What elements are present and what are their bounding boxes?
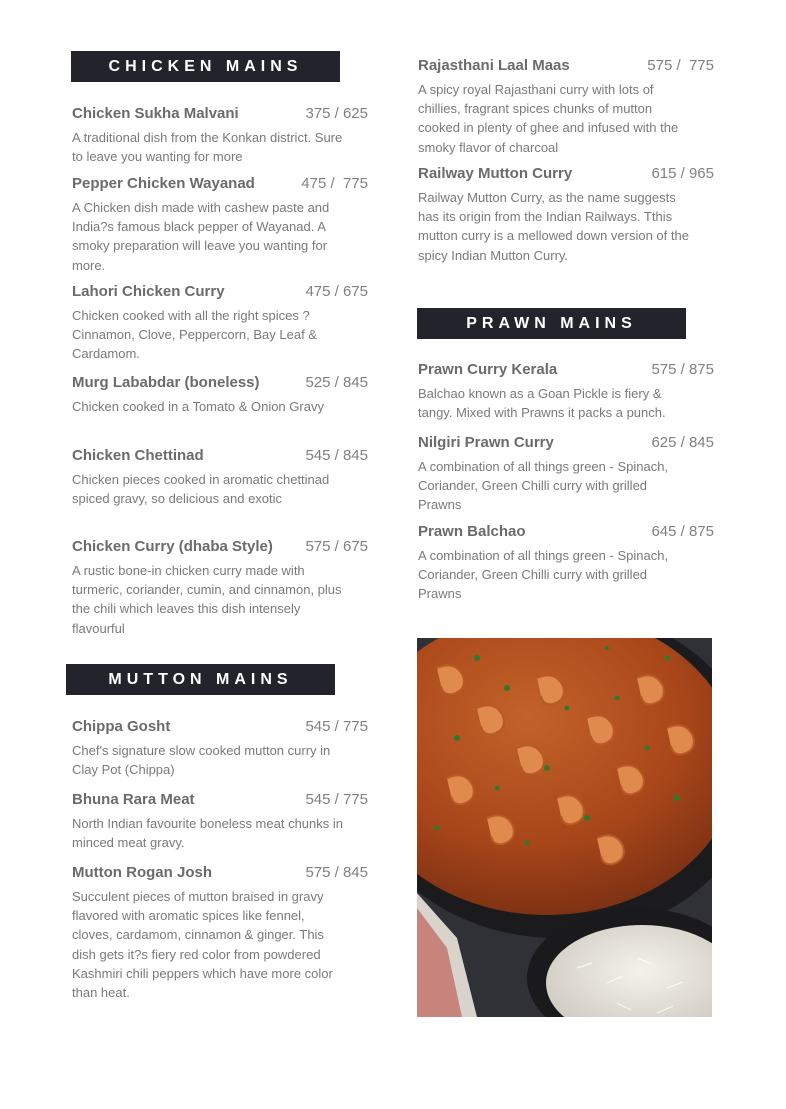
item-price: 615 / 965 — [651, 165, 714, 182]
menu-item — [72, 175, 368, 275]
menu-item — [418, 523, 714, 604]
prawn-curry-photo — [417, 638, 712, 1017]
item-price: 475 / 775 — [301, 175, 368, 192]
item-description: A combination of all things green - Spinach, Coriander, Green Chilli curry with grilled Prawns — [418, 548, 669, 602]
item-name: Mutton Rogan Josh — [72, 864, 212, 881]
chicken-mains-header: CHICKEN MAINS — [71, 51, 340, 82]
item-description: A rustic bone-in chicken curry made with turmeric, coriander, cumin, and cinnamon, plus the chili which leaves this dish intensely flavourful — [72, 563, 342, 636]
item-description: Railway Mutton Curry, as the name suggests has its origin from the Indian Railways. Tthis mutton curry is a mellowed down version of the spicy Indian Mutton Curry. — [418, 190, 689, 263]
item-description: Chicken cooked in a Tomato & Onion Gravy — [72, 399, 324, 414]
item-description: Succulent pieces of mutton braised in gravy flavored with aromatic spices like fennel, cloves, cardamom, cinnamon & ginger. This dish gets it?s fiery red color from powdered Kashmiri chili peppers which have more color than heat. — [72, 889, 333, 1001]
menu-item — [72, 538, 368, 638]
item-name: Murg Lababdar (boneless) — [72, 374, 260, 391]
item-price: 575 / 845 — [305, 864, 368, 881]
item-name: Chicken Sukha Malvani — [72, 105, 239, 122]
item-name: Prawn Curry Kerala — [418, 361, 558, 378]
menu-item — [72, 105, 368, 166]
item-name: Chippa Gosht — [72, 718, 171, 735]
item-name: Railway Mutton Curry — [418, 165, 573, 182]
item-name: Nilgiri Prawn Curry — [418, 434, 554, 451]
item-name: Prawn Balchao — [418, 523, 526, 540]
item-description: Chicken pieces cooked in aromatic chettinad spiced gravy, so delicious and exotic — [72, 472, 330, 507]
item-price: 575 / 675 — [305, 538, 368, 555]
menu-item — [72, 447, 368, 508]
item-price: 575 / 875 — [651, 361, 714, 378]
item-description: A spicy royal Rajasthani curry with lots of chillies, fragrant spices chunks of mutton cooked in plenty of ghee and infused with the smoky flavor of charcoal — [418, 82, 679, 155]
menu-item — [418, 434, 714, 515]
item-price: 625 / 845 — [651, 434, 714, 451]
item-description: A Chicken dish made with cashew paste and India?s famous black pepper of Wayanad. A smoky preparation will leave you wanting for more. — [72, 200, 330, 273]
item-price: 545 / 775 — [305, 718, 368, 735]
item-name: Lahori Chicken Curry — [72, 283, 225, 300]
menu-item — [72, 791, 368, 852]
menu-item — [418, 57, 714, 157]
menu-item — [72, 374, 368, 416]
item-name: Pepper Chicken Wayanad — [72, 175, 255, 192]
item-price: 525 / 845 — [305, 374, 368, 391]
item-name: Chicken Chettinad — [72, 447, 204, 464]
item-description: North Indian favourite boneless meat chunks in minced meat gravy. — [72, 816, 343, 851]
prawn-mains-header: PRAWN MAINS — [417, 308, 686, 339]
mutton-mains-header: MUTTON MAINS — [66, 664, 335, 695]
item-description: A combination of all things green - Spinach, Coriander, Green Chilli curry with grilled Prawns — [418, 459, 669, 513]
item-name: Chicken Curry (dhaba Style) — [72, 538, 273, 555]
menu-item — [72, 718, 368, 779]
item-description: Chicken cooked with all the right spices ? Cinnamon, Clove, Peppercorn, Bay Leaf & Cardamom. — [72, 308, 317, 362]
menu-item — [72, 283, 368, 364]
item-price: 575 / 775 — [647, 57, 714, 74]
item-name: Bhuna Rara Meat — [72, 791, 195, 808]
item-description: A traditional dish from the Konkan district. Sure to leave you wanting for more — [72, 130, 343, 165]
item-price: 375 / 625 — [305, 105, 368, 122]
menu-item — [72, 864, 368, 1002]
menu-item — [418, 361, 714, 422]
item-name: Rajasthani Laal Maas — [418, 57, 570, 74]
item-price: 545 / 775 — [305, 791, 368, 808]
menu-item — [418, 165, 714, 265]
item-price: 475 / 675 — [305, 283, 368, 300]
item-price: 645 / 875 — [651, 523, 714, 540]
item-description: Balchao known as a Goan Pickle is fiery & tangy. Mixed with Prawns it packs a punch. — [418, 386, 666, 421]
item-description: Chef's signature slow cooked mutton curry in Clay Pot (Chippa) — [72, 743, 331, 778]
item-price: 545 / 845 — [305, 447, 368, 464]
